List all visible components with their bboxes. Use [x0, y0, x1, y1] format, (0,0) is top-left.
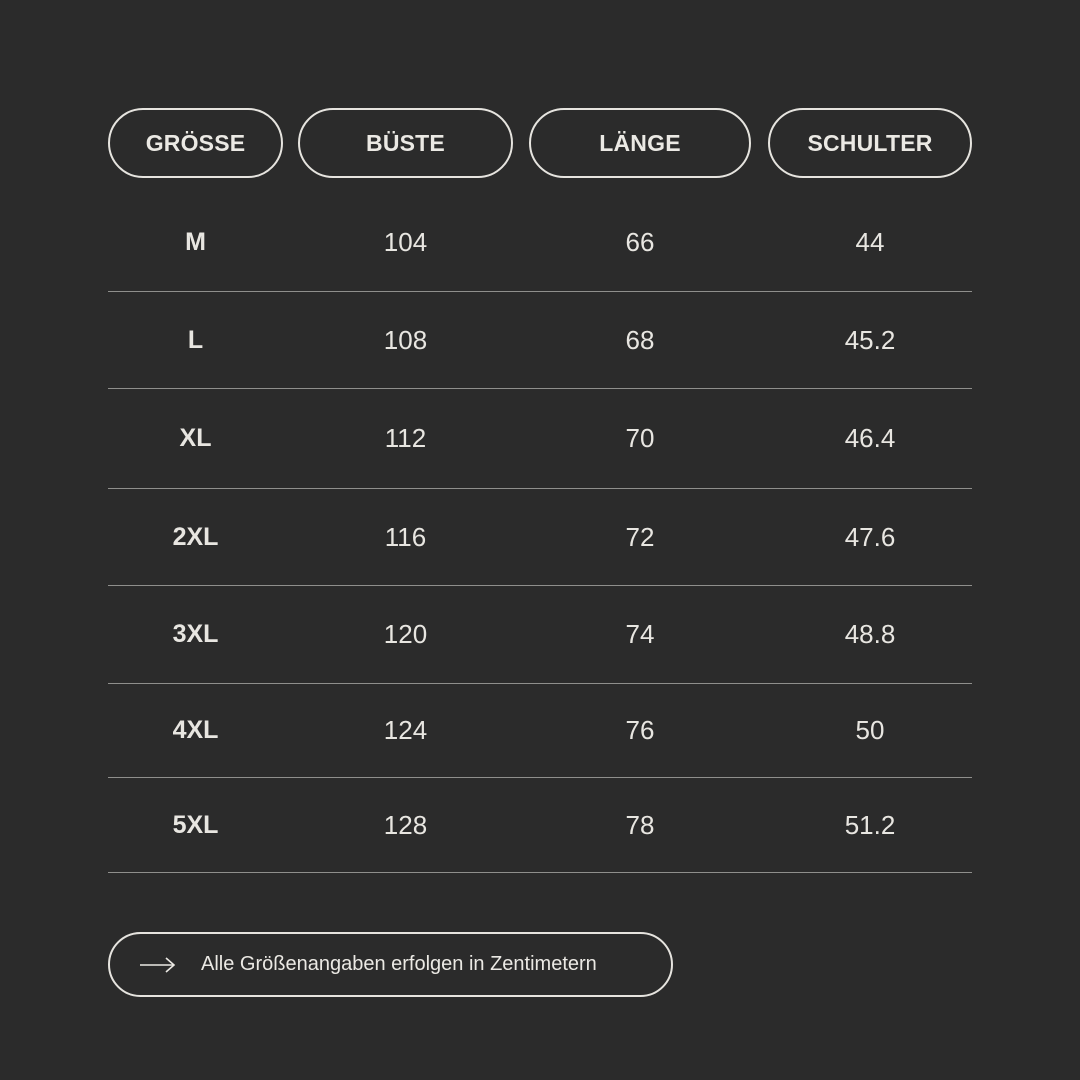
length-cell: 68 [625, 324, 655, 355]
length-cell: 72 [625, 521, 655, 552]
shoulder-cell: 47.6 [844, 521, 896, 552]
size-cell: L [187, 325, 204, 354]
row-divider [108, 872, 972, 873]
size-cell: 3XL [172, 620, 219, 648]
table-row [108, 292, 972, 388]
bust-cell: 104 [383, 227, 428, 257]
table-row [108, 778, 972, 872]
table-row [108, 194, 972, 291]
size-cell: XL [179, 424, 212, 452]
shoulder-cell: 48.8 [844, 619, 896, 649]
header-groesse: GRÖSSE [108, 108, 283, 178]
bust-cell: 128 [383, 809, 428, 840]
bust-cell: 108 [383, 324, 428, 355]
length-cell: 70 [625, 423, 655, 453]
table-row [108, 489, 972, 585]
shoulder-cell: 46.4 [844, 423, 896, 453]
length-cell: 78 [625, 809, 655, 840]
header-buste: BÜSTE [298, 108, 513, 178]
size-cell: 2XL [172, 522, 219, 551]
units-note [108, 932, 673, 997]
shoulder-cell: 51.2 [844, 809, 896, 840]
table-row [108, 586, 972, 683]
bust-cell: 116 [384, 521, 427, 552]
bust-cell: 112 [384, 423, 427, 453]
size-cell: 5XL [172, 810, 219, 839]
shoulder-cell: 44 [855, 227, 885, 257]
table-row [108, 684, 972, 777]
header-laenge: LÄNGE [529, 108, 751, 178]
length-cell: 76 [625, 715, 655, 745]
size-cell: 4XL [172, 716, 219, 744]
bust-cell: 120 [383, 619, 428, 649]
units-note-text: Alle Größenangaben erfolgen in Zentimetern [201, 953, 597, 975]
size-cell: M [185, 228, 206, 256]
table-row [108, 389, 972, 488]
shoulder-cell: 45.2 [844, 324, 896, 355]
length-cell: 66 [625, 227, 655, 257]
header-schulter: SCHULTER [768, 108, 972, 178]
length-cell: 74 [625, 619, 655, 649]
shoulder-cell: 50 [855, 715, 885, 745]
arrow-right-icon [138, 954, 178, 976]
bust-cell: 124 [383, 715, 428, 745]
